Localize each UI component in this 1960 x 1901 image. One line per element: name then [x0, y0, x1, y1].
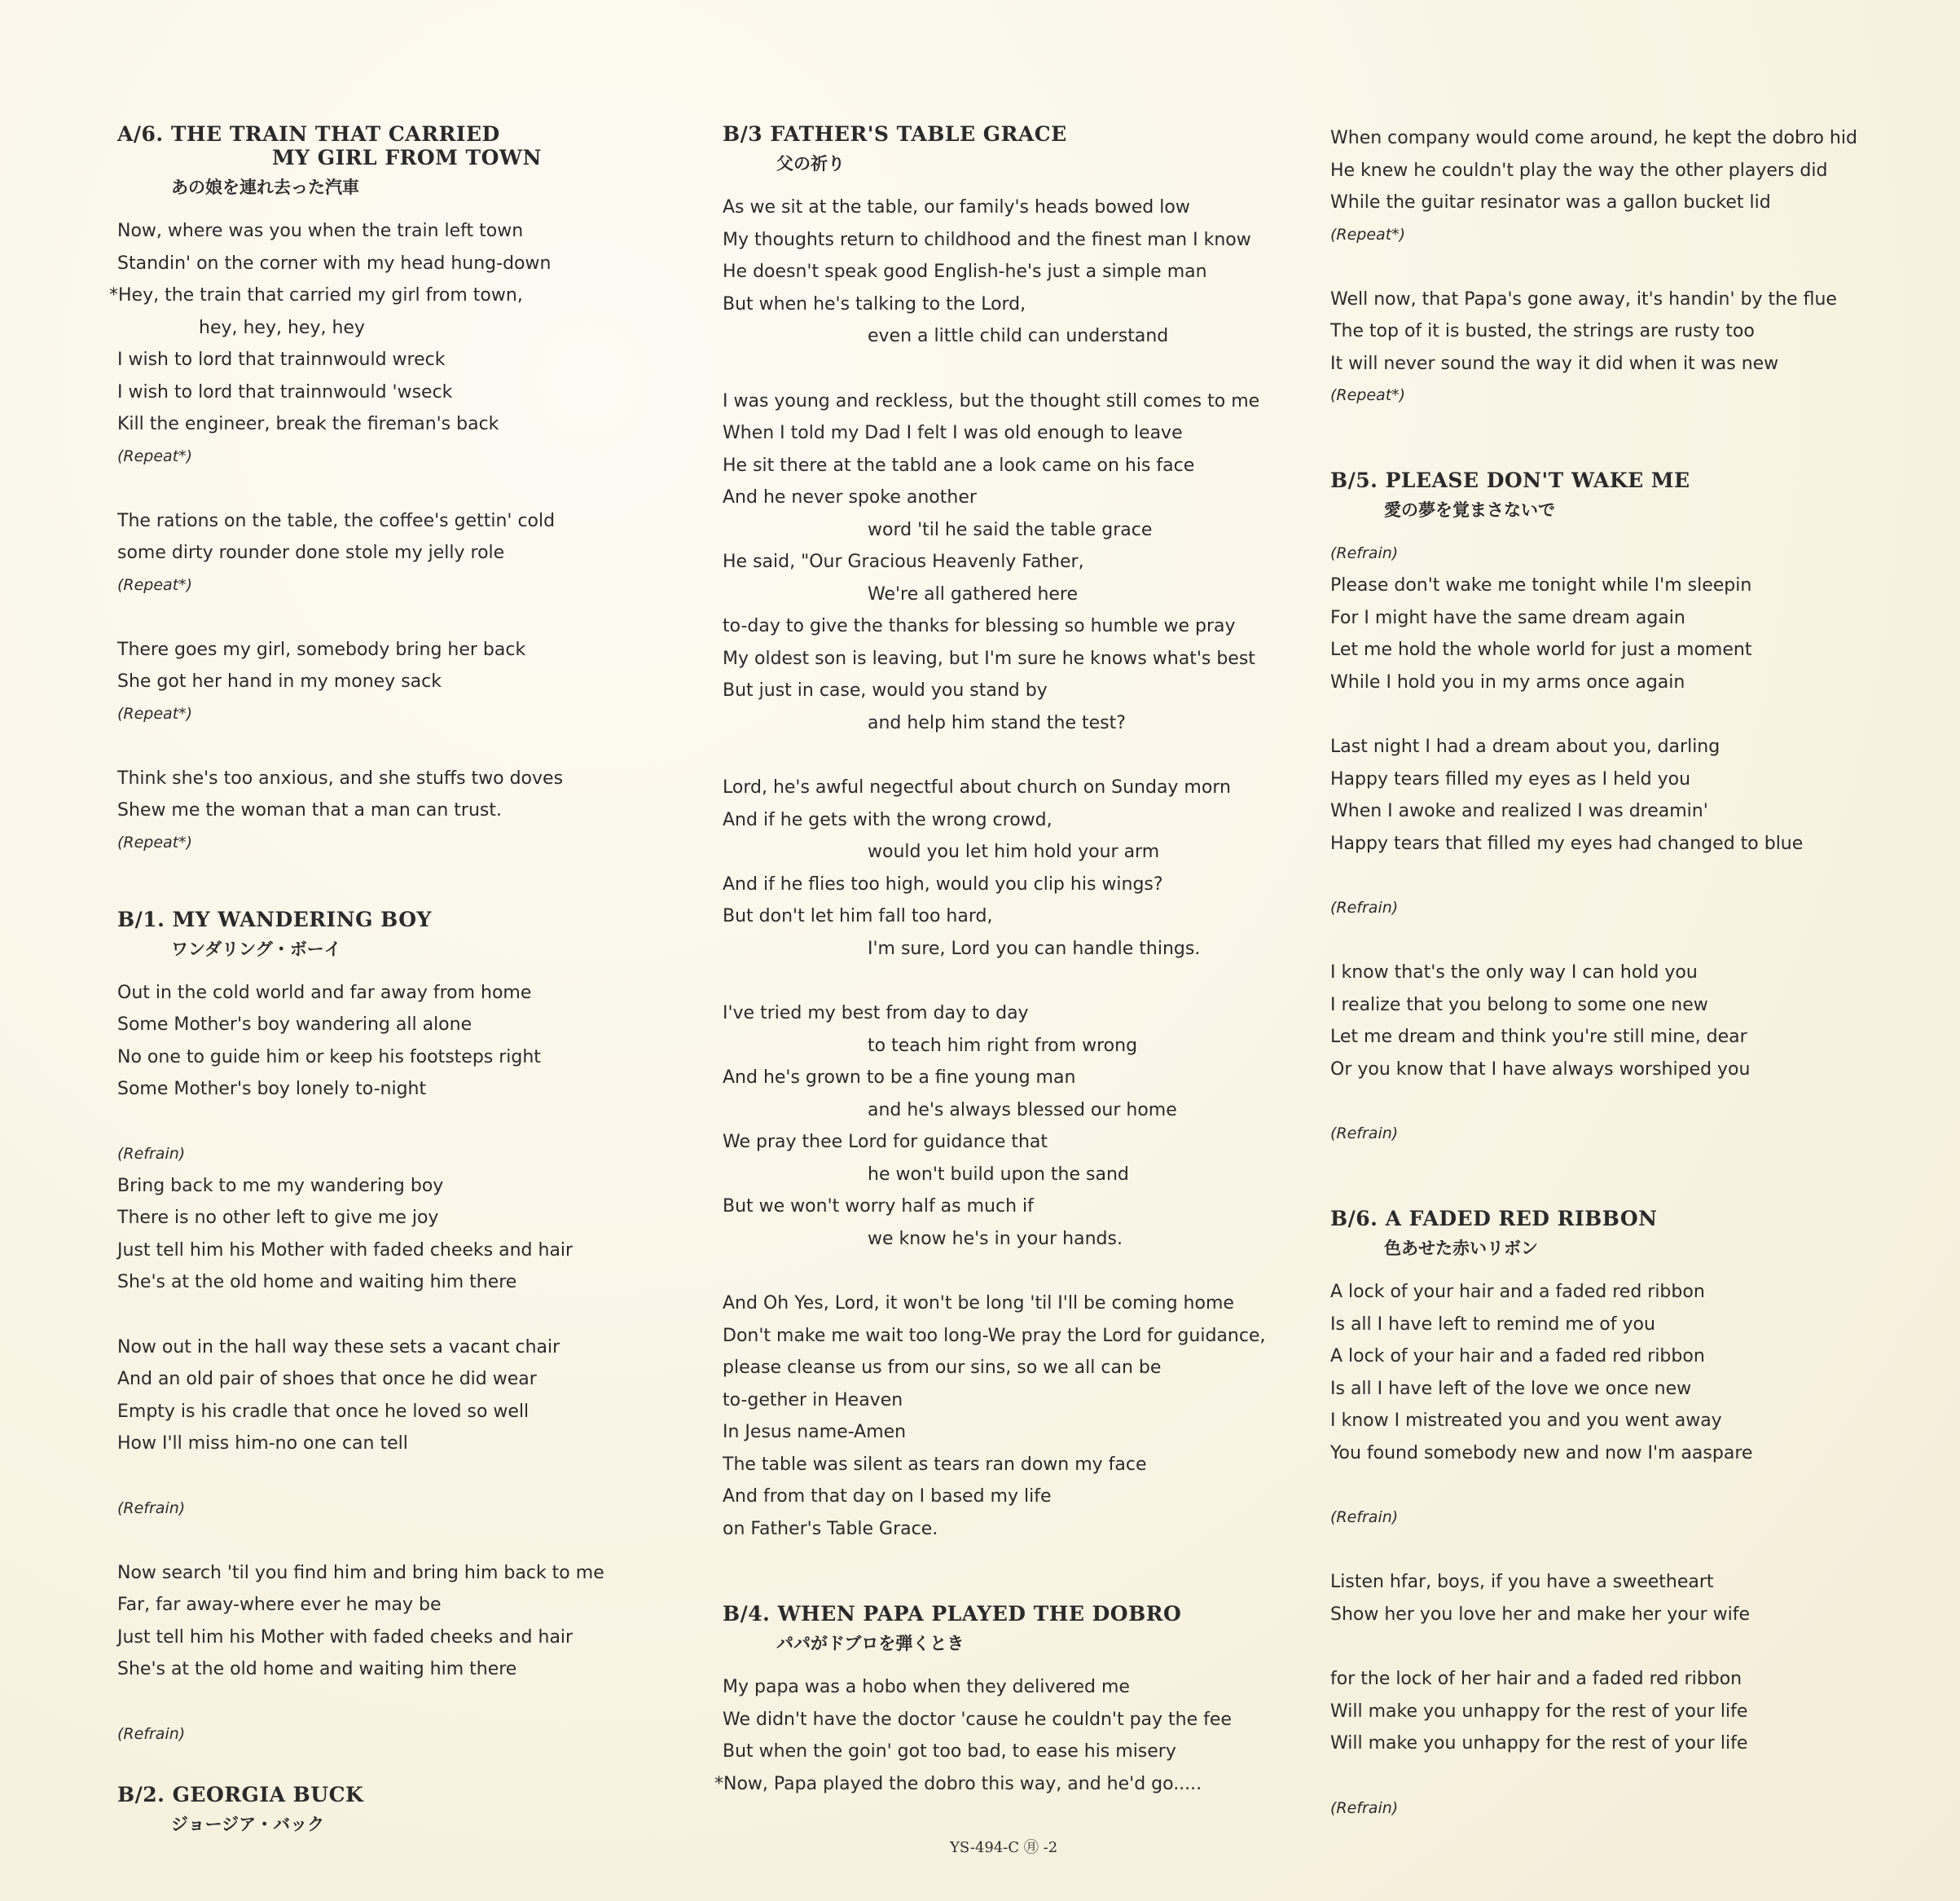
lyric-line: A lock of your hair and a faded red ribbon — [1330, 1282, 1705, 1302]
lyric-line: I've tried my best from day to day — [723, 1003, 1029, 1023]
verse — [1330, 284, 1901, 412]
song-title: B/2. GEORGIA BUCK — [117, 1782, 364, 1806]
lyric-line: We didn't have the doctor 'cause he couldn't pay the fee — [723, 1709, 1232, 1730]
lyric-line: My thoughts return to childhood and the finest man I know — [723, 229, 1251, 250]
lyric-line: we know he's in your hands. — [868, 1228, 1123, 1249]
lyric-line: Let me dream and think you're still mine, dear — [1330, 1027, 1747, 1047]
refrain — [117, 1138, 639, 1299]
song-title-japanese: パパがドブロを弾くとき — [776, 1634, 965, 1653]
lyric-line: Please don't wake me tonight while I'm sleepin — [1330, 575, 1752, 596]
lyric-line: Now out in the hall way these sets a vacant chair — [117, 1336, 560, 1358]
lyric-line: I'm sure, Lord you can handle things. — [868, 938, 1201, 959]
refrain-marker: (Refrain) — [117, 1498, 186, 1517]
lyric-line: Don't make me wait too long-We pray the Lord for guidance, — [723, 1325, 1266, 1346]
lyric-line: There is no other left to give me joy — [117, 1208, 439, 1228]
lyric-line: Let me hold the whole world for just a moment — [1330, 640, 1752, 660]
lyric-line: Just tell him his Mother with faded cheeks and hair — [117, 1239, 573, 1261]
verse — [714, 1671, 1293, 1800]
lyric-line: Last night I had a dream about you, darling — [1330, 737, 1720, 757]
verse — [117, 1331, 639, 1460]
song-title: B/4. WHEN PAPA PLAYED THE DOBRO — [723, 1602, 1182, 1626]
lyric-line: Listen hfar, boys, if you have a sweetheart — [1330, 1572, 1714, 1592]
lyric-line: Think she's too anxious, and she stuffs two doves — [117, 768, 564, 789]
lyric-line: hey, hey, hey, hey — [199, 317, 365, 338]
lyric-line: But just in case, would you stand by — [723, 680, 1048, 701]
refrain-marker-block — [117, 1718, 639, 1750]
repeat-marker: (Repeat*) — [1330, 225, 1406, 244]
lyric-line: Kill the engineer, break the fireman's back — [117, 414, 499, 434]
refrain-marker: (Refrain) — [117, 1144, 186, 1163]
verse — [1330, 731, 1901, 860]
lyric-line: to-gether in Heaven — [723, 1389, 903, 1410]
lyric-line: My oldest son is leaving, but I'm sure he knows what's best — [723, 648, 1255, 669]
lyric-line: word 'til he said the table grace — [868, 519, 1153, 540]
lyric-line: And from that day on I based my life — [723, 1486, 1052, 1507]
lyric-line: When I awoke and realized I was dreamin' — [1330, 801, 1708, 821]
verse — [117, 763, 639, 859]
lyric-line: But we won't worry half as much if — [723, 1196, 1034, 1217]
lyric-line: for the lock of her hair and a faded red ribbon — [1330, 1669, 1742, 1689]
song-b1 — [117, 908, 639, 1750]
song-title-japanese: あの娘を連れ去った汽車 — [171, 178, 359, 197]
verse — [723, 772, 1293, 965]
lyric-line: A lock of your hair and a faded red ribbon — [1330, 1346, 1705, 1366]
refrain-marker: (Refrain) — [1330, 1508, 1399, 1526]
verse — [723, 1287, 1293, 1545]
lyric-line: he won't build upon the sand — [868, 1164, 1129, 1185]
lyric-line: Well now, that Papa's gone away, it's handin' by the flue — [1330, 288, 1837, 310]
lyric-line: Some Mother's boy wandering all alone — [117, 1014, 472, 1035]
lyric-line: some dirty rounder done stole my jelly role — [117, 543, 505, 563]
lyric-line: She's at the old home and waiting him there — [117, 1659, 517, 1679]
lyric-line: Some Mother's boy lonely to-night — [117, 1079, 427, 1099]
lyric-line: Empty is his cradle that once he loved so well — [117, 1401, 530, 1422]
refrain-marker-block — [1330, 1793, 1901, 1824]
lyric-line: to-day to give the thanks for blessing so humble we pray — [723, 616, 1236, 636]
lyric-line: In Jesus name-Amen — [723, 1422, 907, 1442]
refrain-marker: (Refrain) — [1330, 1124, 1399, 1142]
lyric-line: The top of it is busted, the strings are rusty too — [1330, 321, 1755, 341]
lyric-line: But don't let him fall too hard, — [723, 906, 993, 926]
refrain-marker: (Refrain) — [1330, 544, 1399, 562]
lyric-line: I was young and reckless, but the thought still comes to me — [723, 390, 1260, 411]
lyric-line: *Now, Papa played the dobro this way, and he'd go..... — [714, 1773, 1202, 1794]
lyric-line: We pray thee Lord for guidance that — [723, 1132, 1048, 1152]
song-title: B/1. MY WANDERING BOY — [117, 907, 432, 931]
lyric-line: Is all I have left of the love we once new — [1330, 1378, 1692, 1399]
verse — [117, 634, 639, 730]
lyric-line: Out in the cold world and far away from home — [117, 982, 532, 1003]
song-b6 — [1330, 1207, 1901, 1824]
lyric-line: She's at the old home and waiting him there — [117, 1272, 517, 1292]
lyric-line: When company would come around, he kept the dobro hid — [1330, 128, 1857, 148]
column-left — [109, 122, 639, 1885]
lyric-line: He said, "Our Gracious Heavenly Father, — [723, 552, 1084, 572]
lyric-line: would you let him hold your arm — [868, 842, 1160, 862]
lyric-line: I wish to lord that trainnwould wreck — [117, 350, 446, 370]
lyric-line: There goes my girl, somebody bring her back — [117, 639, 526, 660]
song-title-line-1: A/6. THE TRAIN THAT CARRIED — [117, 122, 500, 146]
song-title: B/5. PLEASE DON'T WAKE ME — [1330, 469, 1690, 492]
song-title-line-2: MY GIRL FROM TOWN — [272, 146, 542, 169]
refrain-marker-block — [1330, 1502, 1901, 1534]
lyric-line: When I told my Dad I felt I was old enough to leave — [723, 423, 1183, 443]
verse — [117, 977, 639, 1106]
lyric-line: *Hey, the train that carried my girl from town, — [109, 285, 523, 306]
song-title-japanese: 父の祈り — [776, 154, 845, 174]
lyric-line: He knew he couldn't play the way the other players did — [1330, 160, 1828, 181]
lyric-line: I know that's the only way I can hold you — [1330, 962, 1698, 983]
lyric-line: Is all I have left to remind me of you — [1330, 1314, 1655, 1335]
lyric-line: Will make you unhappy for the rest of your life — [1330, 1701, 1748, 1722]
lyric-line: I realize that you belong to some one new — [1330, 994, 1708, 1015]
verse — [723, 385, 1293, 740]
song-title — [117, 122, 639, 169]
lyric-line: And Oh Yes, Lord, it won't be long 'til I'll be coming home — [723, 1293, 1234, 1314]
lyric-line: Show her you love her and make her your wife — [1330, 1604, 1751, 1625]
lyric-line: He doesn't speak good English-he's just a simple man — [723, 262, 1207, 282]
lyric-line: and he's always blessed our home — [868, 1099, 1177, 1120]
lyric-line: She got her hand in my money sack — [117, 671, 442, 692]
lyric-line: please cleanse us from our sins, so we all can be — [723, 1358, 1162, 1378]
lyric-line: Shew me the woman that a man can trust. — [117, 800, 502, 821]
repeat-marker: (Repeat*) — [117, 704, 193, 723]
verse — [1330, 1276, 1901, 1469]
song-title-japanese: ジョージア・バック — [171, 1814, 325, 1834]
lyric-line: While the guitar resinator was a gallon bucket lid — [1330, 192, 1771, 213]
lyric-line: And an old pair of shoes that once he did wear — [117, 1369, 537, 1389]
song-title-japanese: 色あせた赤いリボン — [1384, 1239, 1538, 1258]
verse — [117, 505, 639, 601]
verse — [723, 997, 1293, 1255]
song-a6 — [109, 122, 639, 859]
repeat-marker: (Repeat*) — [117, 833, 193, 851]
refrain-marker-block — [1330, 892, 1901, 924]
lyric-line: Far, far away-where ever he may be — [117, 1595, 442, 1615]
lyric-line: Lord, he's awful negectful about church on Sunday morn — [723, 777, 1231, 798]
refrain — [1330, 538, 1901, 698]
column-right — [1330, 122, 1901, 1873]
lyric-line: Bring back to me my wandering boy — [117, 1175, 444, 1196]
lyric-line: It will never sound the way it did when it was new — [1330, 353, 1779, 374]
lyric-line: Just tell him his Mother with faded cheeks and hair — [117, 1626, 573, 1648]
lyric-line: Standin' on the corner with my head hung-down — [117, 253, 552, 274]
song-b4-continued — [1330, 122, 1901, 411]
song-b3 — [723, 122, 1293, 1545]
lyric-line: to teach him right from wrong — [868, 1035, 1138, 1056]
lyric-line: But when the goin' got too bad, to ease his misery — [723, 1741, 1176, 1762]
song-b5 — [1330, 469, 1901, 1150]
song-title: B/3 FATHER'S TABLE GRACE — [723, 122, 1067, 146]
song-title: B/6. A FADED RED RIBBON — [1330, 1207, 1658, 1230]
repeat-marker: (Repeat*) — [1330, 386, 1406, 404]
lyric-line: The table was silent as tears ran down my face — [723, 1454, 1147, 1475]
verse — [117, 1557, 639, 1686]
lyric-line: And he never spoke another — [723, 487, 977, 508]
lyric-line: We're all gathered here — [868, 583, 1079, 605]
lyric-line: Happy tears that filled my eyes had changed to blue — [1330, 833, 1804, 854]
refrain-marker: (Refrain) — [1330, 899, 1399, 917]
lyric-line: And if he flies too high, would you clip his wings? — [723, 873, 1163, 895]
verse — [723, 191, 1293, 353]
lyric-line: Will make you unhappy for the rest of your life — [1330, 1733, 1748, 1754]
lyric-line: And if he gets with the wrong crowd, — [723, 809, 1053, 830]
lyric-line: Or you know that I have always worshiped you — [1330, 1058, 1751, 1080]
lyric-line: My papa was a hobo when they delivered me — [723, 1677, 1130, 1697]
lyric-line: But when he's talking to the Lord, — [723, 293, 1026, 315]
song-title-japanese: ワンダリング・ボーイ — [171, 939, 341, 959]
verse — [109, 215, 639, 473]
lyric-line: Now search 'til you find him and bring him back to me — [117, 1562, 604, 1583]
lyric-line: Now, where was you when the train left town — [117, 221, 524, 241]
verse — [1330, 957, 1901, 1085]
lyric-line: Happy tears filled my eyes as I held you — [1330, 768, 1691, 790]
catalog-number: YS-494-C ㊊ -2 — [950, 1839, 1058, 1856]
lyric-line: and help him stand the test? — [868, 712, 1126, 733]
refrain-marker-block — [1330, 1118, 1901, 1150]
lyric-line: I know I mistreated you and you went away — [1330, 1410, 1722, 1431]
verse — [1330, 1566, 1901, 1630]
refrain-marker: (Refrain) — [1330, 1798, 1399, 1817]
refrain-marker-block — [117, 1493, 639, 1525]
lyric-line: even a little child can understand — [868, 326, 1169, 346]
song-b2 — [117, 1783, 639, 1836]
lyric-line: How I'll miss him-no one can tell — [117, 1433, 408, 1454]
column-middle — [714, 122, 1293, 1849]
lyric-line: While I hold you in my arms once again — [1330, 671, 1685, 693]
verse — [1330, 122, 1901, 251]
lyric-line: You found somebody new and now I'm aaspare — [1330, 1442, 1753, 1463]
lyric-line: on Father's Table Grace. — [723, 1518, 938, 1539]
lyric-line: And he's grown to be a fine young man — [723, 1067, 1076, 1088]
lyric-line: As we sit at the table, our family's heads bowed low — [723, 197, 1190, 218]
repeat-marker: (Repeat*) — [117, 575, 193, 594]
refrain-marker: (Refrain) — [117, 1724, 186, 1743]
lyric-line: The rations on the table, the coffee's gettin' cold — [117, 510, 556, 531]
song-b4 — [714, 1602, 1293, 1800]
verse — [1330, 1663, 1901, 1760]
song-title-japanese: 愛の夢を覚まさないで — [1384, 500, 1555, 520]
lyric-line: For I might have the same dream again — [1330, 607, 1685, 628]
lyric-line: He sit there at the tabld ane a look came on his face — [723, 455, 1195, 476]
lyric-line: No one to guide him or keep his footsteps right — [117, 1046, 541, 1067]
lyric-line: I wish to lord that trainnwould 'wseck — [117, 381, 453, 403]
repeat-marker: (Repeat*) — [117, 447, 193, 465]
